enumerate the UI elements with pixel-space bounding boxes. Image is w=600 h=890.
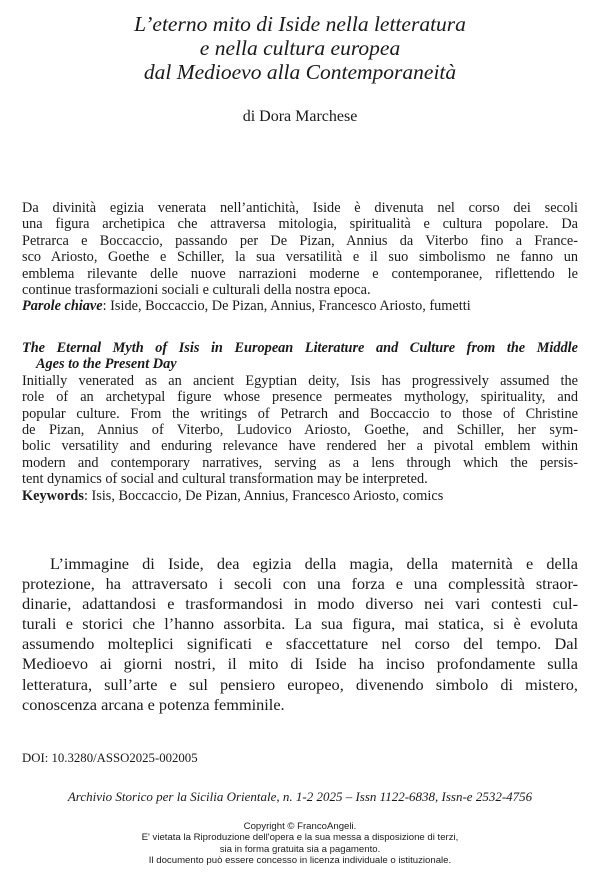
abstract-line: role of an archetypal figure whose presence permeates mythology, spirituality, and (22, 389, 578, 406)
keywords-label: Parole chiave (22, 298, 103, 315)
abstract-line: continue trasformazioni sociali e culturali della nostra epoca. (22, 282, 371, 299)
body-paragraph (22, 554, 578, 715)
title-line: dal Medioevo alla Contemporaneità (143, 60, 457, 84)
body-line: letteratura, sull’arte e sul pensiero europeo, divenendo simbolo di mistero, (22, 674, 578, 694)
english-title-line: The Eternal Myth of Isis in European Literature and Culture from the Middle (22, 340, 578, 356)
abstract-english (22, 340, 578, 504)
article-title (0, 12, 600, 84)
copyright-line: Il documento può essere concesso in licenza individuale o istituzionale. (148, 855, 452, 867)
body-line: dinarie, adattandosi e trasformandosi in modo diverso nei vari contesti cul- (22, 594, 578, 614)
copyright-line: E' vietata la Riproduzione dell'opera e la sua messa a disposizione di terzi, (141, 832, 459, 844)
abstract-line: Initially venerated as an ancient Egyptian deity, Isis has progressively assumed the (22, 372, 578, 389)
abstract-line: popular culture. From the writings of Petrarch and Boccaccio to those of Christine (22, 405, 578, 422)
author-byline: di Dora Marchese (242, 108, 358, 125)
copyright-line: sia in forma gratuita sia a pagamento. (219, 843, 381, 855)
abstract-line: sco Ariosto, Goethe e Schiller, la sua versatilità e il suo simbolismo ne fanno un (22, 249, 578, 266)
doi: DOI: 10.3280/ASSO2025-002005 (22, 751, 198, 765)
abstract-line: modern and contemporary narratives, serving as a lens through which the persis- (22, 454, 578, 471)
title-line: e nella cultura europea (199, 36, 401, 60)
abstract-line: Petrarca e Boccaccio, passando per De Pizan, Annius da Viterbo fino a France- (22, 232, 578, 249)
body-line: turali e storici che l’hanno assorbita. La sua figura, mai statica, si è evoluta (22, 614, 578, 634)
abstract-line: Da divinità egizia venerata nell’antichità, Iside è divenuta nel corso dei secoli (22, 200, 578, 216)
body-line: conoscenza arcana e potenza femminile. (22, 694, 285, 714)
body-line: protezione, ha attraversato i secoli con una forza e una complessità straor- (22, 574, 578, 594)
keywords-list: : Iside, Boccaccio, De Pizan, Annius, Francesco Ariosto, fumetti (102, 298, 471, 315)
abstract-line: una figura archetipica che attraversa mitologia, spiritualità e cultura popolare. Da (22, 216, 578, 233)
abstract-line: bolic versatility and enduring relevance have rendered her a pivotal emblem within (22, 438, 578, 455)
copyright-notice (0, 821, 600, 867)
keywords-label: Keywords (22, 487, 84, 504)
abstract-line: de Pizan, Annius of Viterbo, Ludovico Ariosto, Goethe, and Schiller, her sym- (22, 422, 578, 439)
copyright-line: Copyright © FrancoAngeli. (243, 821, 357, 832)
abstract-line: emblema rilevante delle nuove narrazioni moderne e contemporanee, riflettendo le (22, 265, 578, 282)
english-title-line: Ages to the Present Day (36, 356, 177, 373)
title-line: L’eterno mito di Iside nella letteratura (134, 12, 466, 36)
abstract-line: tent dynamics of social and cultural transformation may be interpreted. (22, 471, 428, 488)
body-line: assumendo molteplici significati e sfaccettature nel corso del tempo. Dal (22, 634, 578, 654)
keywords-english (22, 488, 578, 504)
body-line: L’immagine di Iside, dea egizia della magia, della maternità e della (50, 554, 578, 573)
body-line: Medioevo ai giorni nostri, il mito di Iside ha inciso profondamente sulla (22, 654, 578, 674)
keywords-list: : Isis, Boccaccio, De Pizan, Annius, Francesco Ariosto, comics (83, 487, 444, 504)
abstract-italian (22, 200, 578, 315)
keywords-italian (22, 298, 578, 314)
journal-citation: Archivio Storico per la Sicilia Orientale, n. 1-2 2025 – Issn 1122-6838, Issn-e 2532-4756 (67, 789, 533, 804)
